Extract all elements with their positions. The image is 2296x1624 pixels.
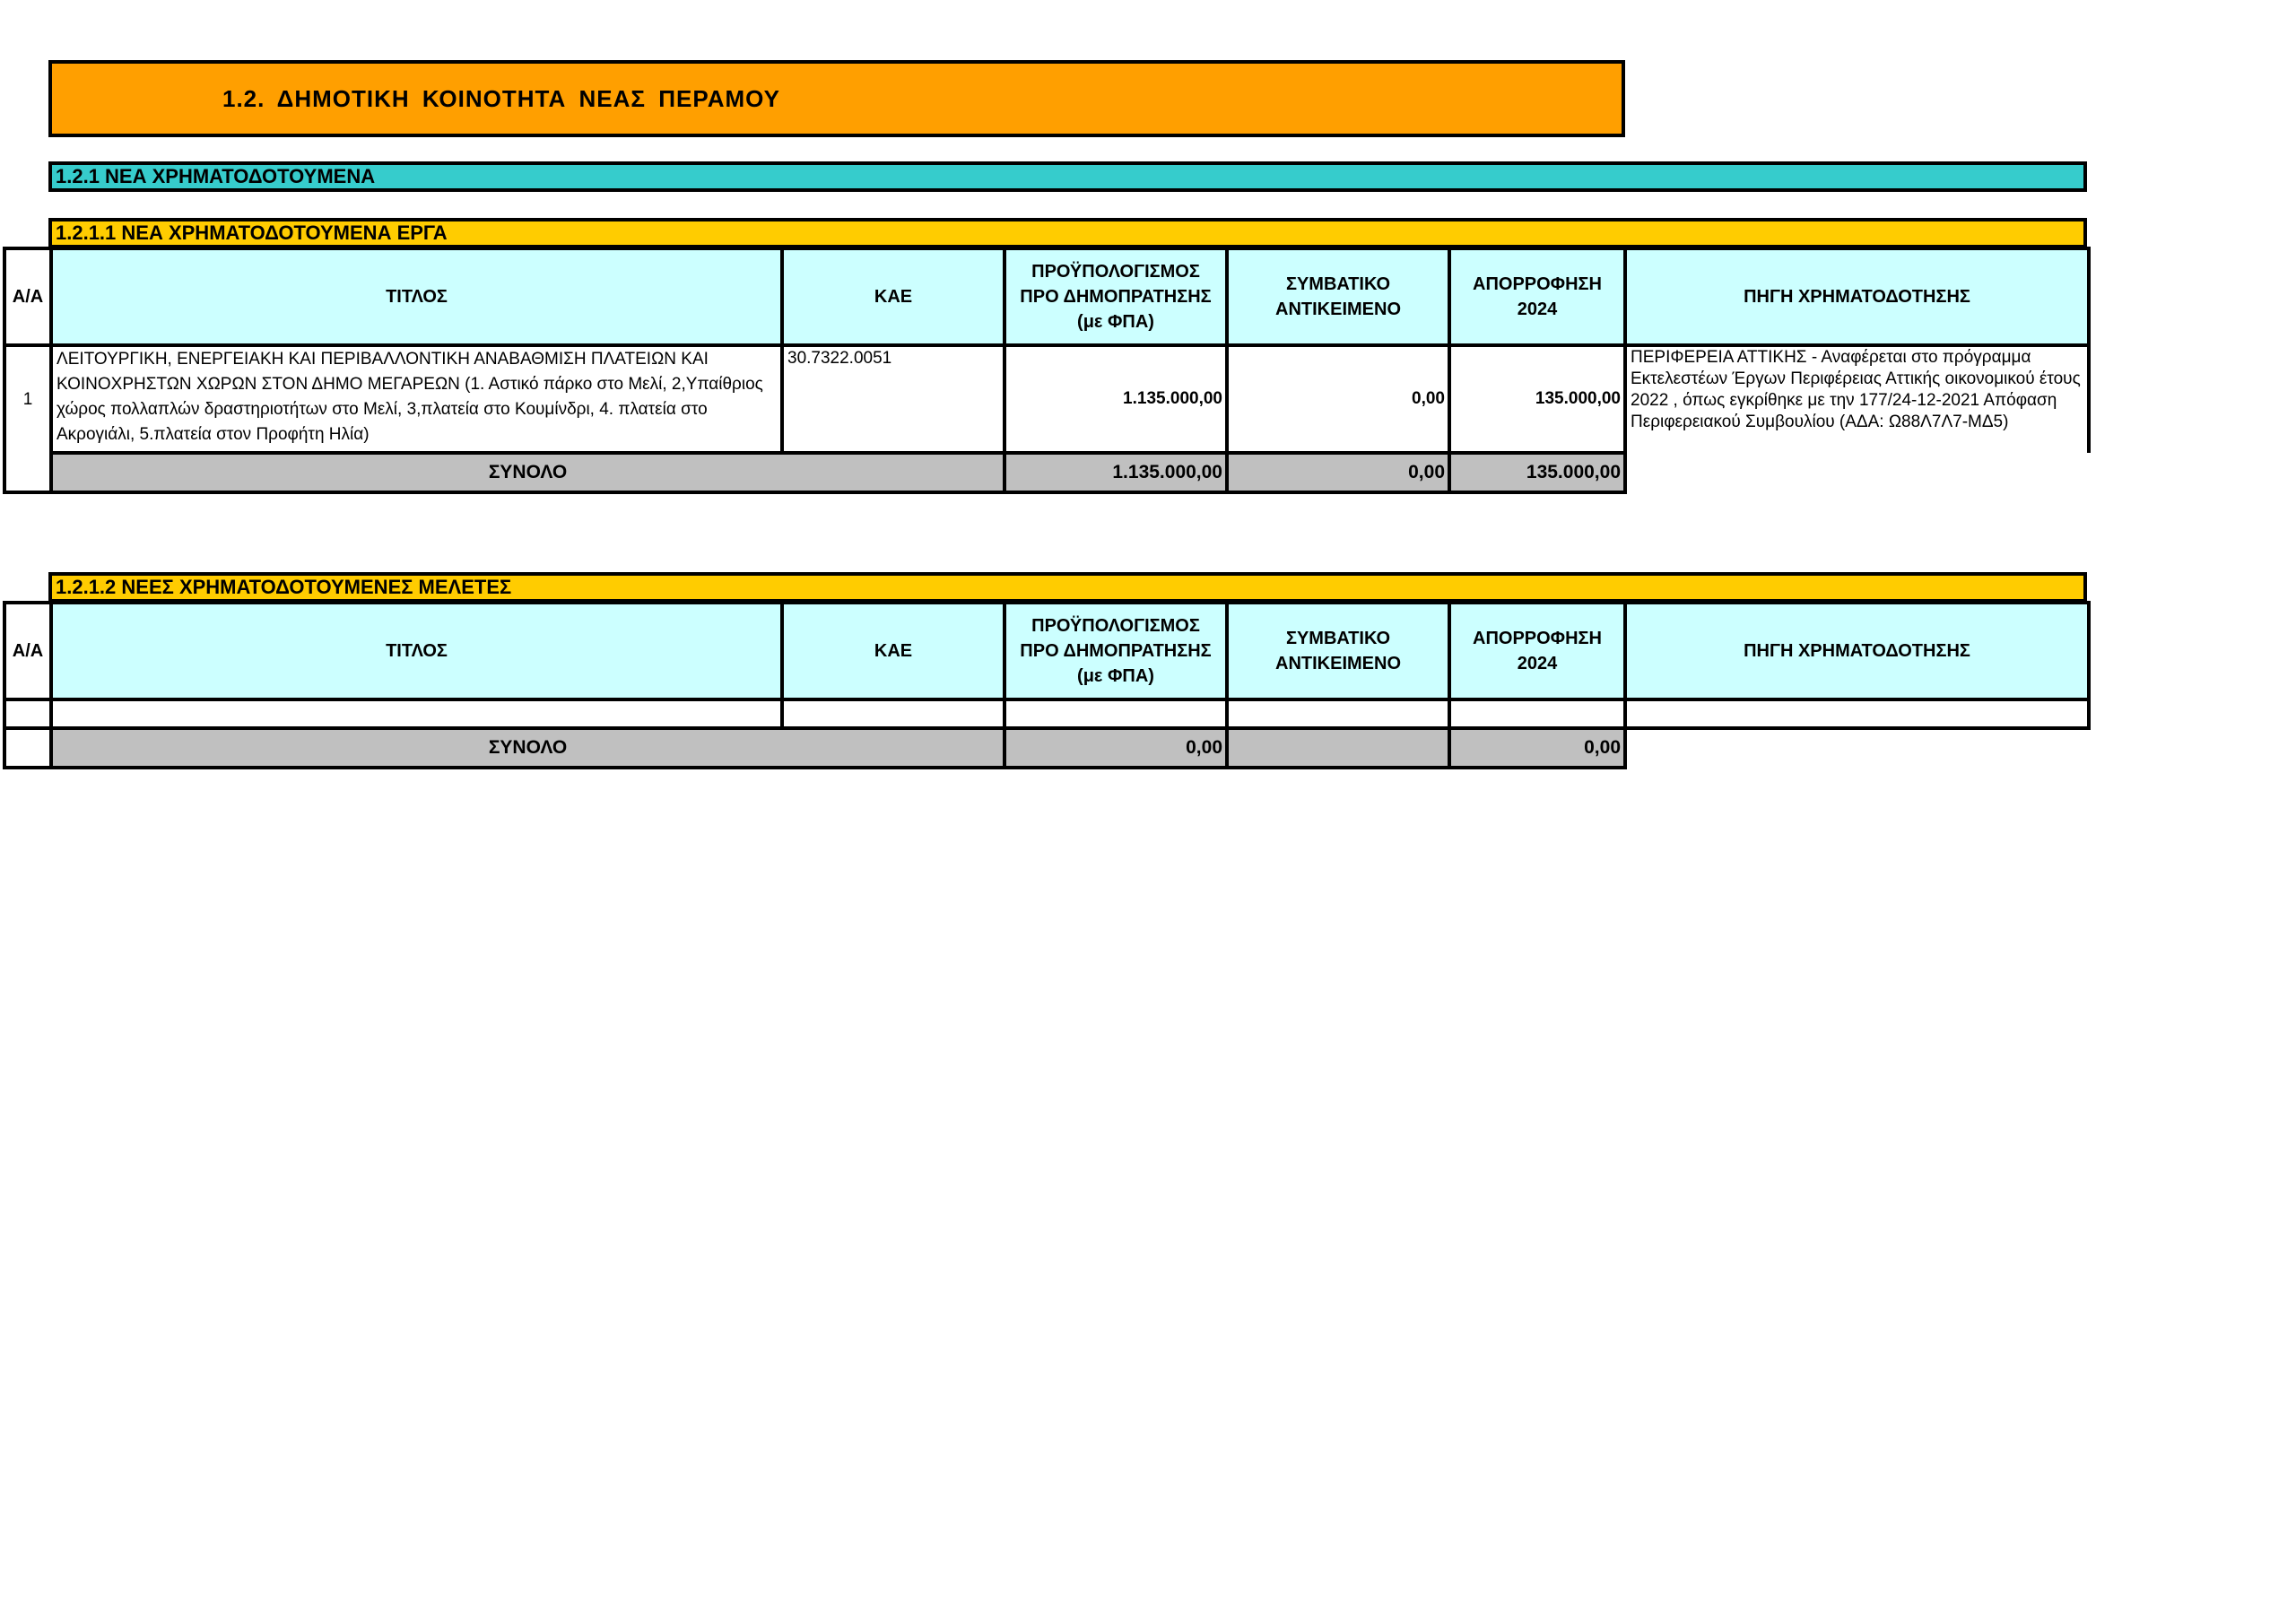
col-absorption-line2: 2024 [1517,300,1558,319]
col-budget-line1: ΠΡΟΫΠΟΛΟΓΙΣΜΟΣ [1031,616,1200,636]
col-budget-line3: (με ΦΠΑ) [1077,312,1154,332]
table-row-empty [4,699,2089,728]
col-budget-line2: ΠΡΟ ΔΗΜΟΠΡΑΤΗΣΗΣ [1020,287,1212,307]
col-contract-line1: ΣΥΜΒΑΤΙΚΟ [1285,629,1391,648]
row-source: ΠΕΡΙΦΕΡΕΙΑ ΑΤΤΙΚΗΣ - Αναφέρεται στο πρόγραμμα Εκτελεστέων Έργων Περιφέρειας Αττικής οικονομικού έτους 2022 , όπως εγκρίθηκε με την 177/24-12-2021 Απόφαση Περιφερειακού Συμβουλίου (ΑΔΑ: Ω88Λ7Λ7-ΜΔ5) [1625,345,2089,453]
col-title: ΤΙΤΛΟΣ [51,248,782,345]
col-aa: Α/Α [4,603,51,699]
col-contract-line2: ΑΝΤΙΚΕΙΜΕΝΟ [1275,654,1401,673]
total-aa-blank [4,453,51,492]
row-aa: 1 [4,345,51,453]
col-source: ΠΗΓΗ ΧΡΗΜΑΤΟΔΟΤΗΣΗΣ [1625,603,2089,699]
total-budget: 0,00 [1004,728,1227,768]
total-label: ΣΥΝΟΛΟ [51,728,1004,768]
col-contract [1227,248,1449,345]
total-source-blank [1625,453,2089,492]
total-label: ΣΥΝΟΛΟ [51,453,1004,492]
col-absorption-line1: ΑΠΟΡΡΟΦΗΣΗ [1473,629,1602,648]
col-kae: ΚΑΕ [782,603,1004,699]
studies-table [3,601,2091,769]
total-source-blank [1625,728,2089,768]
col-budget-line2: ΠΡΟ ΔΗΜΟΠΡΑΤΗΣΗΣ [1020,641,1212,661]
projects-table [3,247,2091,494]
table-header-row [4,603,2089,699]
col-absorption [1449,603,1625,699]
page-title: 1.2. ΔΗΜΟΤΙΚΗ ΚΟΙΝΟΤΗΤΑ ΝΕΑΣ ΠΕΡΑΜΟΥ [222,84,781,112]
col-absorption [1449,248,1625,345]
total-absorption: 0,00 [1449,728,1625,768]
col-absorption-line2: 2024 [1517,654,1558,673]
row-kae: 30.7322.0051 [782,345,1004,453]
row-contract: 0,00 [1227,345,1449,453]
col-contract [1227,603,1449,699]
total-absorption: 135.000,00 [1449,453,1625,492]
row-budget: 1.135.000,00 [1004,345,1227,453]
col-budget-line1: ΠΡΟΫΠΟΛΟΓΙΣΜΟΣ [1031,262,1200,282]
total-row [4,728,2089,768]
row-absorption: 135.000,00 [1449,345,1625,453]
total-row [4,453,2089,492]
col-aa: Α/Α [4,248,51,345]
col-budget [1004,248,1227,345]
row-title: ΛΕΙΤΟΥΡΓΙΚΗ, ΕΝΕΡΓΕΙΑΚΗ ΚΑΙ ΠΕΡΙΒΑΛΛΟΝΤΙΚΗ ΑΝΑΒΑΘΜΙΣΗ ΠΛΑΤΕΙΩΝ ΚΑΙ ΚΟΙΝΟΧΡΗΣΤΩΝ ΧΩΡΩΝ ΣΤΟΝ ΔΗΜΟ ΜΕΓΑΡΕΩΝ (1. Αστικό πάρκο στο Μελί, 2,Υπαίθριος χώρος πολλαπλών δραστηριοτήτων στο Μελί, 3,πλατεία στο Κουμίνδρι, 4. πλατεία στο Ακρογιάλι, 5.πλατεία στον Προφήτη Ηλία) [51,345,782,453]
empty-cell [4,699,51,728]
empty-cell [1449,699,1625,728]
studies-heading: 1.2.1.2 ΝΕΕΣ ΧΡΗΜΑΤΟΔΟΤΟΥΜΕΝΕΣ ΜΕΛΕΤΕΣ [48,572,2087,603]
empty-cell [782,699,1004,728]
empty-cell [51,699,782,728]
empty-cell [1004,699,1227,728]
col-kae: ΚΑΕ [782,248,1004,345]
projects-heading: 1.2.1.1 ΝΕΑ ΧΡΗΜΑΤΟΔΟΤΟΥΜΕΝΑ ΕΡΓΑ [48,218,2087,248]
col-contract-line2: ΑΝΤΙΚΕΙΜΕΝΟ [1275,300,1401,319]
empty-cell [1625,699,2089,728]
total-contract: 0,00 [1227,453,1449,492]
empty-cell [1227,699,1449,728]
total-budget: 1.135.000,00 [1004,453,1227,492]
table-header-row [4,248,2089,345]
total-contract-empty [1227,728,1449,768]
col-budget [1004,603,1227,699]
col-source: ΠΗΓΗ ΧΡΗΜΑΤΟΔΟΤΗΣΗΣ [1625,248,2089,345]
col-absorption-line1: ΑΠΟΡΡΟΦΗΣΗ [1473,274,1602,294]
col-title: ΤΙΤΛΟΣ [51,603,782,699]
table-row [4,345,2089,453]
col-contract-line1: ΣΥΜΒΑΤΙΚΟ [1285,274,1391,294]
section-title: 1.2.1 ΝΕΑ ΧΡΗΜΑΤΟΔΟΤΟΥΜΕΝΑ [48,161,2087,192]
total-aa-blank [4,728,51,768]
page-title-bar [48,60,1625,137]
col-budget-line3: (με ΦΠΑ) [1077,666,1154,686]
